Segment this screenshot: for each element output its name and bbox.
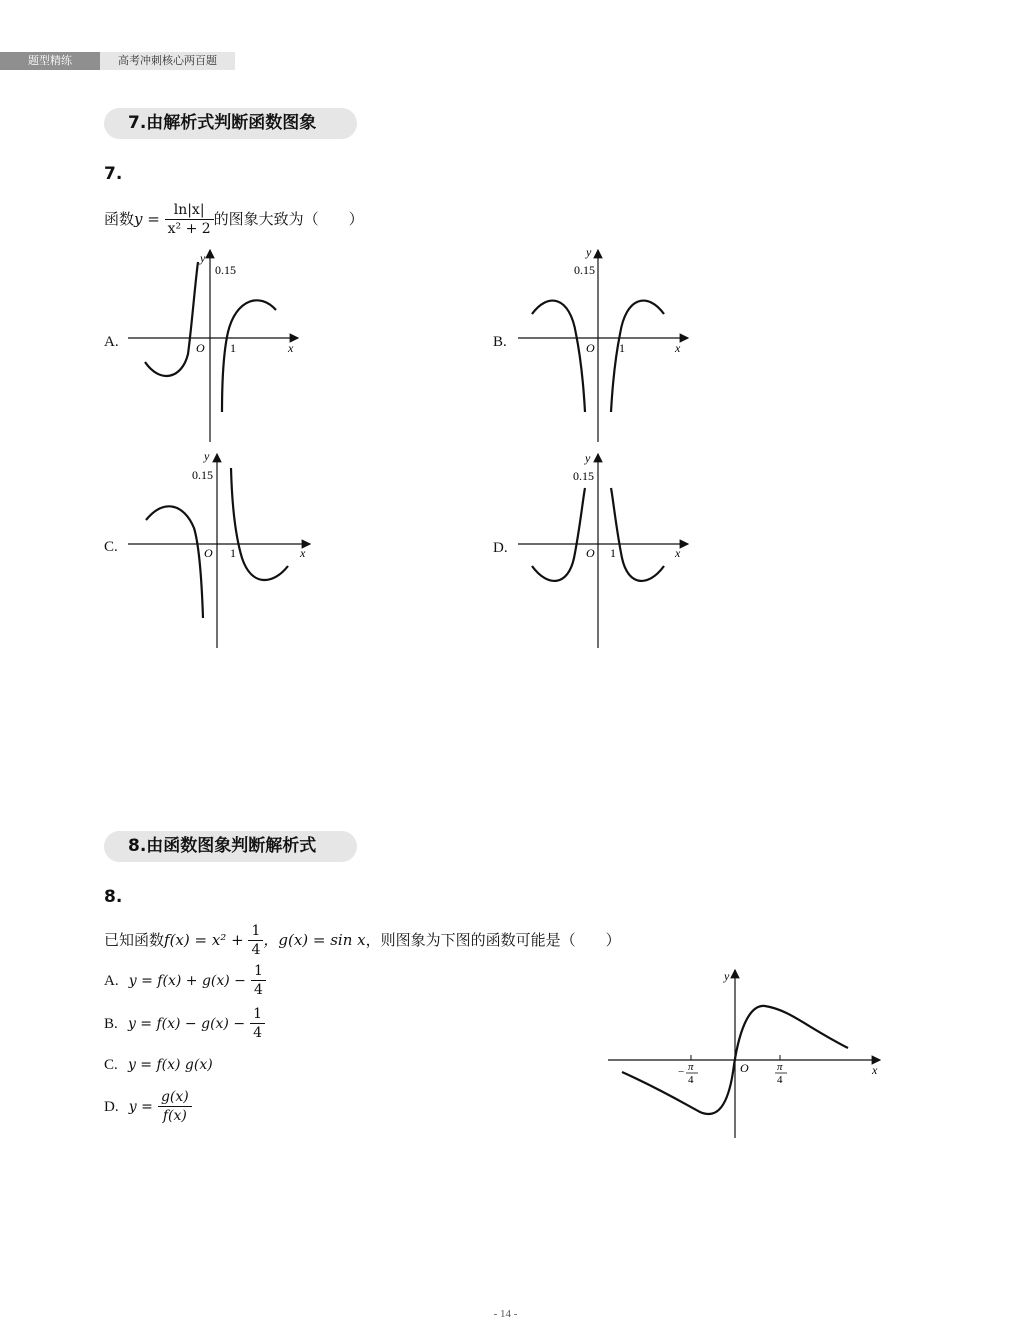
origin-label: O bbox=[204, 546, 213, 560]
x-axis-label: x bbox=[300, 546, 306, 560]
q8-option-a-fraction bbox=[251, 962, 266, 999]
q8-option-b-den: 4 bbox=[253, 1025, 263, 1041]
q8-option-d-label: D. bbox=[104, 1099, 119, 1115]
q8-stem-fraction-num: 1 bbox=[248, 922, 263, 941]
q7-stem bbox=[104, 201, 364, 238]
curve-right bbox=[231, 468, 288, 580]
q8-option-b-num: 1 bbox=[250, 1005, 265, 1024]
q7-graph-b bbox=[510, 244, 700, 448]
section8-title: 8.由函数图象判断解析式 bbox=[104, 831, 357, 862]
q8-option-d-expr: y = bbox=[128, 1099, 153, 1115]
q8-option-d bbox=[104, 1088, 192, 1125]
q8-stem-fraction-den: 4 bbox=[251, 942, 261, 958]
curve-left bbox=[532, 301, 585, 412]
q8-option-b bbox=[104, 1005, 265, 1042]
q8-option-b-expr: y = f(x) − g(x) − bbox=[127, 1016, 246, 1032]
q8-graph bbox=[600, 964, 890, 1144]
q7-stem-suffix: 的图象大致为（ ） bbox=[213, 210, 364, 228]
y-axis-label: y bbox=[204, 449, 210, 463]
q7-graph-a bbox=[120, 244, 310, 448]
x-axis-label: x bbox=[288, 341, 294, 355]
neg-tick-den: 4 bbox=[688, 1074, 694, 1086]
curve-right bbox=[611, 488, 664, 581]
y-axis-label: y bbox=[200, 251, 206, 265]
q8-option-b-fraction bbox=[250, 1005, 265, 1042]
x-tick-label: 1 bbox=[619, 341, 625, 355]
q7-graph-d bbox=[510, 448, 700, 654]
origin-label: O bbox=[586, 546, 595, 560]
y-axis-label: y bbox=[724, 969, 730, 983]
q7-number: 7. bbox=[104, 164, 123, 184]
q8-stem-f: f(x) = x² + bbox=[164, 931, 244, 949]
x-axis-label: x bbox=[872, 1063, 878, 1077]
q8-option-c-expr: y = f(x) g(x) bbox=[127, 1057, 213, 1073]
q7-fraction bbox=[165, 201, 214, 238]
q8-stem-b: ，则图象为下图的函数可能是（ ） bbox=[365, 931, 621, 949]
neg-tick-sign: − bbox=[678, 1066, 685, 1078]
q8-stem-a: 已知函数 bbox=[104, 931, 165, 949]
x-axis-label: x bbox=[675, 546, 681, 560]
q8-option-a-expr: y = f(x) + g(x) − bbox=[128, 973, 246, 989]
x-axis-label: x bbox=[675, 341, 681, 355]
q8-option-d-num: g(x) bbox=[158, 1088, 192, 1107]
section7-title: 7.由解析式判断函数图象 bbox=[104, 108, 357, 139]
pos-tick-num: π bbox=[777, 1061, 783, 1073]
q7-stem-prefix: 函数 bbox=[104, 210, 135, 228]
q8-option-a-num: 1 bbox=[251, 962, 266, 981]
y-tick-label: 0.15 bbox=[573, 469, 594, 483]
header-tag-book: 高考冲刺核心两百题 bbox=[100, 52, 235, 70]
q8-stem bbox=[104, 922, 621, 959]
curve-left bbox=[146, 506, 203, 618]
q8-option-b-label: B. bbox=[104, 1016, 118, 1032]
origin-label: O bbox=[740, 1061, 749, 1075]
y-tick-label: 0.15 bbox=[574, 263, 595, 277]
q7-option-d-label: D. bbox=[493, 540, 508, 556]
q7-fraction-num: ln|x| bbox=[165, 201, 214, 220]
q8-option-d-den: f(x) bbox=[162, 1108, 187, 1124]
q7-option-c-label: C. bbox=[104, 539, 118, 555]
page-number: - 14 - bbox=[493, 1308, 518, 1320]
q8-option-a-den: 4 bbox=[254, 982, 263, 998]
pos-tick-den: 4 bbox=[777, 1074, 783, 1086]
x-tick-label: 1 bbox=[610, 546, 616, 560]
curve-right bbox=[611, 301, 664, 412]
q7-stem-lhs: y = bbox=[134, 210, 160, 228]
origin-label: O bbox=[586, 341, 595, 355]
q8-option-c-label: C. bbox=[104, 1057, 118, 1073]
q8-stem-fraction bbox=[248, 922, 263, 959]
origin-label: O bbox=[196, 341, 205, 355]
curve-left bbox=[145, 262, 198, 376]
q7-option-b-label: B. bbox=[493, 334, 507, 350]
q8-option-d-fraction bbox=[158, 1088, 192, 1125]
q7-fraction-den: x² + 2 bbox=[167, 221, 211, 237]
q8-option-a-label: A. bbox=[104, 973, 119, 989]
x-tick-label: 1 bbox=[230, 341, 236, 355]
neg-tick-num: π bbox=[688, 1061, 694, 1073]
y-tick-label: 0.15 bbox=[215, 263, 236, 277]
q7-graph-c bbox=[120, 448, 320, 654]
q8-number: 8. bbox=[104, 887, 123, 907]
header-tag-section: 题型精练 bbox=[0, 52, 100, 70]
q7-option-a-label: A. bbox=[104, 334, 119, 350]
q8-option-a bbox=[104, 962, 266, 999]
y-axis-label: y bbox=[586, 245, 592, 259]
curve-right bbox=[222, 300, 276, 412]
y-tick-label: 0.15 bbox=[192, 468, 213, 482]
curve-left bbox=[532, 488, 585, 581]
y-axis-label: y bbox=[585, 451, 591, 465]
q8-stem-g: ，g(x) = sin x bbox=[263, 931, 366, 949]
x-tick-label: 1 bbox=[230, 546, 236, 560]
q8-option-c bbox=[104, 1054, 213, 1074]
